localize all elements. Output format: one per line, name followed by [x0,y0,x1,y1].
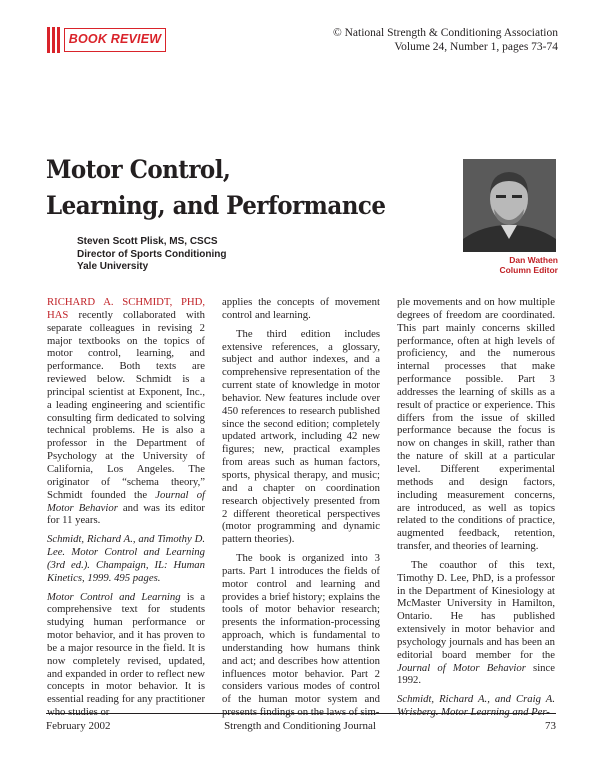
journal-title: Journal of Motor Behavior [47,488,206,514]
article-title [46,152,385,224]
text-column-2 [222,296,380,725]
book-citation: Schmidt, Richard A., and Craig A. [397,693,555,706]
title-line-1: Motor Control, [46,155,231,184]
author-block [77,236,226,274]
editor-role: Column Editor [499,265,558,275]
footer-page-number: 73 [545,720,556,732]
text-column-1 [47,296,205,725]
paragraph [47,296,205,527]
editor-photo [463,159,556,252]
paragraph [397,559,555,687]
header-red-bars [47,27,62,53]
volume-line: Volume 24, Number 1, pages 73-74 [394,41,558,53]
paragraph [47,591,205,719]
editor-caption [499,255,558,275]
paragraph-text: The coauthor of this text, Timothy D. Lee, PhD, is a professor in the Department of Kinesiology at McMaster University in Hamilton, Ontario. He has published extensively in motor behavior and psychology journals and has been an editorial board member for the [397,558,555,661]
author-name: Steven Scott Plisk, MS, CSCS [77,236,218,247]
copyright-line: © National Strength & Conditioning Association [333,27,558,39]
book-review-badge: BOOK REVIEW [64,28,166,52]
paragraph-text: recently collaborated with separate colleagues in revising 2 major textbooks on the topics of motor control, learning, and performance. Both texts are reviewed below. Schmidt is a principal scientist at Exponent, Inc., a leading engineering and scientific consulting firm dedicated to solving technical problems. He is also a professor in the Department of Psychology at the University of California, Los Angeles. The originator of “schema theory,” Schmidt founded the [47,308,205,501]
paragraph: The book is organized into 3 parts. Part 1 introduces the fields of motor control and learning and provides a brief history; explains the tools of motor behavior research; presents the information-processing approach, which is fundamental to understanding how humans think and act; and describes how attention influences motor behavior. Part 2 considers various modes of control of the human motor system and [222,552,380,706]
paragraph-text: since 1992. [397,661,555,687]
footer-journal: Strength and Conditioning Journal [224,720,376,732]
book-citation: Schmidt, Richard A., and Timothy D. Lee. Motor Control and Learning (3rd ed.). Champaign, IL: Human Kinetics, 1999. 495 pages. [47,533,205,584]
journal-title: Journal of Motor Behavior [397,661,526,674]
footer-rule [46,713,556,714]
editor-name: Dan Wathen [509,255,558,265]
paragraph-text: is a comprehensive text for students studying human performance or motor behavior, and it has proven to be a major resource in the field. It is now completely revised, updated, and expanded in order to reflect new concepts in motor behavior. It is essential reading for any practitioner [47,590,205,706]
author-title: Director of Sports Conditioning [77,248,227,260]
paragraph: applies the concepts of movement control and learning. [222,296,380,321]
paragraph: The third edition includes extensive references, a glossary, subject and author indexes, and a comprehensive representation of the current state of knowledge in motor behavior. New features include over 450 references to research published since the second edition; completely updated artwork, including 42 new figures; new, practical examples from areas such as human factors, sports, physical therapy, and music; and a chapter on coordination research objectively presented from 2 different theoretical perspectives (motor programming and dynamic pattern theories). [222,327,380,546]
lead-in-text: RICHARD A. SCHMIDT, PHD, HAS [47,296,205,321]
text-column-3 [397,296,555,725]
publication-info [333,26,558,54]
footer-date: February 2002 [46,720,111,732]
author-affiliation: Yale University [77,261,149,272]
book-title: Motor Control and Learning [47,590,181,603]
title-line-2: Learning, and Performance [46,191,386,220]
paragraph: ple movements and on how multiple degrees of freedom are coordinated. This part mainly concerns skilled performance, often at high levels of proficiency, and the numerous internal processes that make performance possible. Part 3 addresses the learning of skills as a result of practice or experience. This differs from the issue of skilled performance because the focus is now on changes in skill, rather than the nature of skill at a particular level. Different experimental methods and design factors, including measurement concerns, are introduced, as well as topics related to the conditions of practice, augmented feedback, retention, transfer, and theories of learning. [397,296,555,553]
paragraph-text: and was its editor for 11 years. [47,501,205,527]
